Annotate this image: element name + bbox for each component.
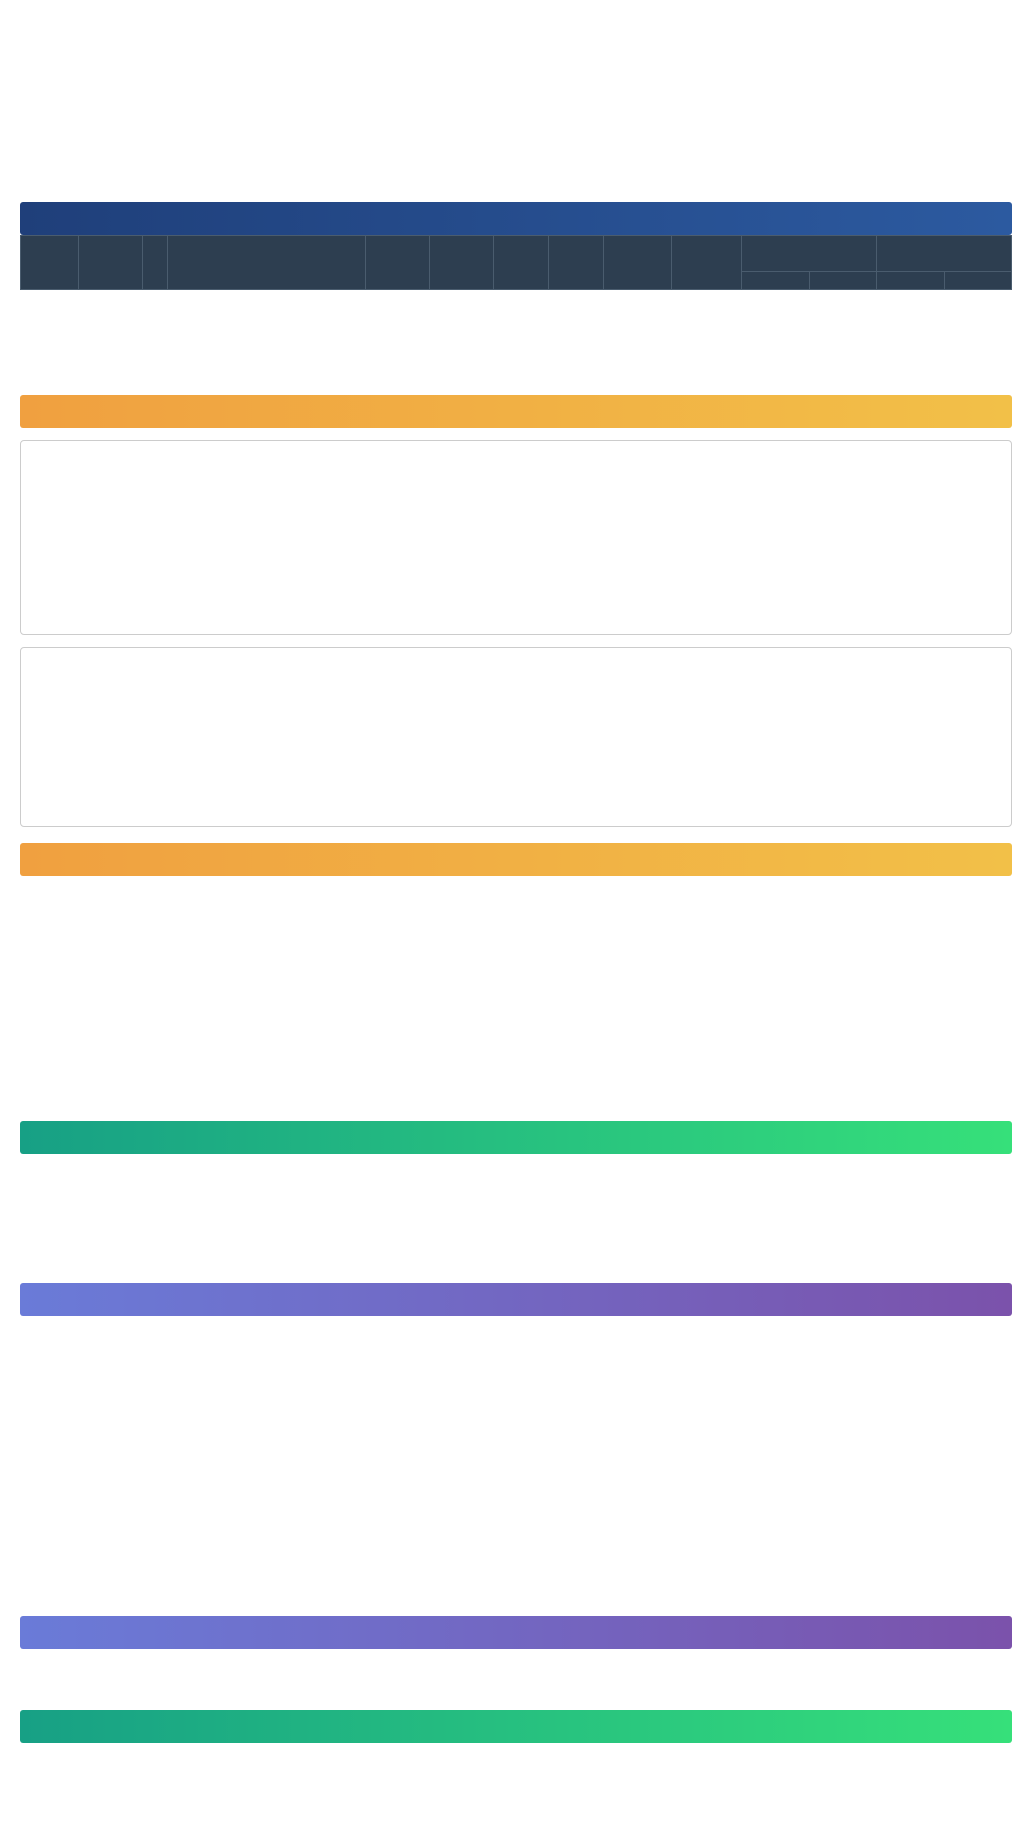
strike-strings-table-wrap — [20, 1651, 1012, 1657]
results-header — [20, 395, 1012, 428]
standings-table — [20, 235, 1012, 290]
standings-table-wrap — [20, 235, 1012, 290]
season-high-header — [20, 843, 1012, 876]
rosters-header — [20, 1283, 1012, 1316]
week-high-header — [20, 1121, 1012, 1154]
strike-strings-header — [20, 1616, 1012, 1649]
subs-header — [20, 1710, 1012, 1743]
match-lanes-21-22 — [20, 440, 1012, 635]
standings-header — [20, 202, 1012, 235]
match-lanes-23-24 — [20, 647, 1012, 827]
